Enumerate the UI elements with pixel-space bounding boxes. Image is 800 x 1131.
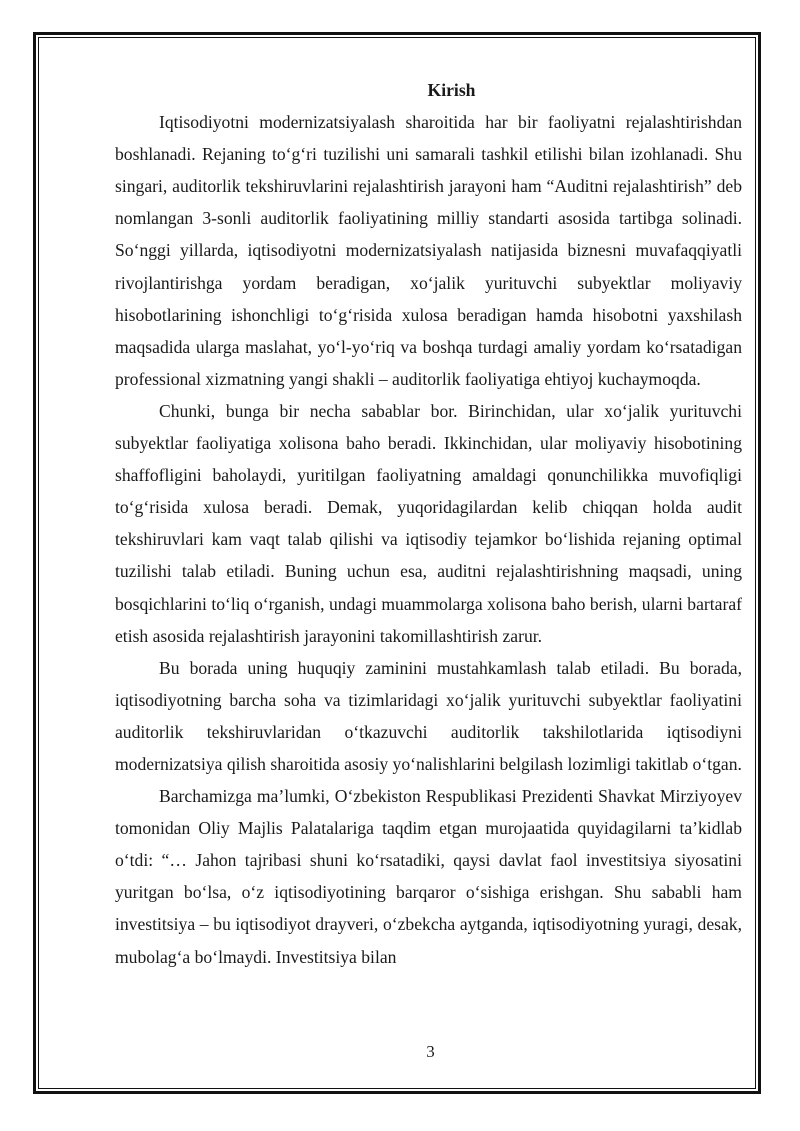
paragraph-2: Chunki, bunga bir necha sabablar bor. Birinchidan, ular xo‘jalik yurituvchi subyektlar faoliyatiga xolisona baho beradi. Ikkinchidan, ular moliyaviy hisobotining shaffofligini baholaydi, yuritilgan faoliyatning amaldagi qonunchilikka muvofiqligi to‘g‘risida xulosa beradi. Demak, yuqoridagilardan kelib chiqqan holda audit tekshiruvlari kam vaqt talab qilishi va iqtisodiy tejamkor bo‘lishida rejaning optimal tuzilishi talab etiladi. Buning uchun esa, auditni rejalashtirishning maqsadi, uning bosqichlarini to‘liq o‘rganish, undagi muammolarga xolisona baho berish, ularni bartaraf etish asosida rejalashtirish jarayonini takomillashtirish zarur. [115,400,742,646]
document-title: Kirish [427,80,476,100]
paragraph-3: Bu borada uning huquqiy zaminini mustahkamlash talab etiladi. Bu borada, iqtisodiyotning barcha soha va tizimlaridagi xo‘jalik yurituvchi subyektlar faoliyatini auditorlik tekshiruvlaridan o‘tkazuvchi auditorlik takshilotlarida iqtisodiyni modernizatsiya qilish sharoitida asosiy yo‘nalishlarini belgilash lozimligi takitlab o‘tgan. [115,657,742,774]
paragraph-4: Barchamizga ma’lumki, O‘zbekiston Respublikasi Prezidenti Shavkat Mirziyoyev tomonidan Oliy Majlis Palatalariga taqdim etgan murojaatida quyidagilarni ta’kidlab o‘tdi: “… Jahon tajribasi shuni ko‘rsatadiki, qaysi davlat faol investitsiya siyosatini yuritgan bo‘lsa, o‘z iqtisodiyotining barqaror o‘sishiga erishgan. Shu sababli ham investitsiya – bu iqtisodiyot drayveri, o‘zbekcha aytganda, iqtisodiyotning yuragi, desak, mubolag‘a bo‘lmaydi. Investitsiya bilan [115,786,742,967]
paragraph-1: Iqtisodiyotni modernizatsiyalash sharoitida har bir faoliyatni rejalashtirishdan boshlanadi. Rejaning to‘g‘ri tuzilishi uni samarali tashkil etilishi bilan izohlanadi. Shu singari, auditorlik tekshiruvlarini rejalashtirish jarayoni ham “Auditni rejalashtirish” deb nomlangan 3-sonli auditorlik faoliyatining milliy standarti asosida tartibga solinadi. So‘nggi yillarda, iqtisodiyotni modernizatsiyalash natijasida biznesni muvafaqqiyatli rivojlantirishga yordam beradigan, xo‘jalik yurituvchi subyektlar moliyaviy hisobotlarining ishonchligi to‘g‘risida xulosa beradigan hamda hisobotni yaxshilash maqsadida ularga maslahat, yo‘l-yo‘riq va boshqa turdagi amaliy yordam ko‘rsatadigan professional xizmatning yangi shakli – auditorlik faoliyatiga ehtiyoj kuchaymoqda. [115,112,742,389]
page-number: 3 [426,1042,435,1061]
document-body [115,74,742,973]
